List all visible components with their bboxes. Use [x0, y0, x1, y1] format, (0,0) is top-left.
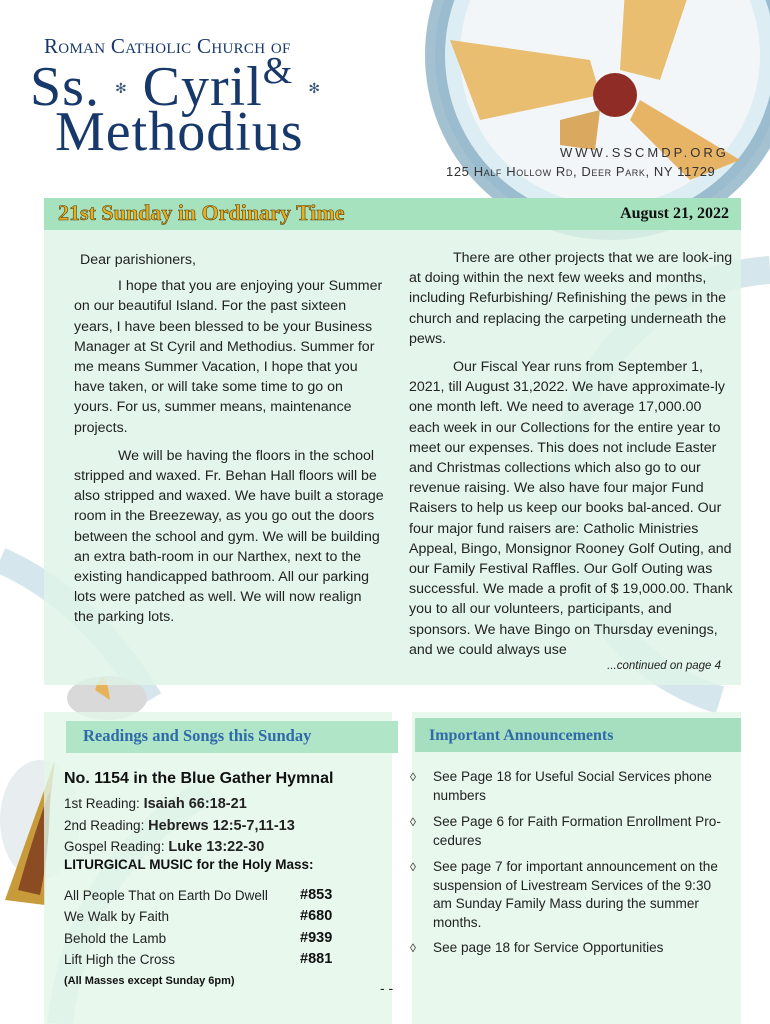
reading-reference: Hebrews 12:5-7,11-13 — [148, 818, 295, 834]
announcement-item: See Page 6 for Faith Formation Enrollment Pro-cedures — [433, 814, 721, 848]
song-number: #939 — [300, 930, 333, 946]
diamond-bullet-icon: ◊ — [410, 815, 416, 829]
letter-paragraph: I hope that you are enjoying your Summer on our beautiful Island. For the past sixteen years, I have been blessed to be your Business Manager at St Cyril and Methodius. Summer for me means Summer Vacation, I hope that you have taken, or will take some time to go on yours. For us, summer means, maintenance projects. — [74, 278, 383, 436]
song-number: #881 — [300, 951, 333, 967]
reading-label: 2nd Reading: — [64, 818, 145, 833]
website: WWW.SSCMDP.ORG — [560, 145, 729, 160]
decorative-dot-icon: ✻ — [308, 82, 322, 97]
reading-label: 1st Reading: — [64, 796, 140, 811]
letter-left-column — [74, 250, 384, 628]
page-title: 21st Sunday in Ordinary Time — [58, 200, 345, 225]
reading-line — [64, 818, 295, 834]
reading-line — [64, 796, 247, 812]
diamond-bullet-icon: ◊ — [410, 941, 416, 955]
ampersand: & — [262, 50, 294, 92]
page-number: - - — [380, 980, 394, 996]
announcement-item: See page 7 for important announcement on the suspension of Livestream Services of the 9:30 am Sunday Family Mass during the summer months. — [433, 859, 718, 930]
church-name-ss: Ss. — [30, 56, 100, 118]
reading-line — [64, 839, 264, 855]
diamond-bullet-icon: ◊ — [410, 770, 416, 784]
bulletin-date: August 21, 2022 — [620, 205, 729, 222]
announcement-item: See Page 18 for Useful Social Services phone numbers — [433, 769, 712, 803]
song-title: All People That on Earth Do Dwell — [64, 888, 268, 903]
readings-heading-box — [66, 721, 398, 753]
letter-paragraph: We will be having the floors in the school stripped and waxed. Fr. Behan Hall floors will be also stripped and waxed. We have built a storage room in the Breezeway, as you go out the doors between the school and gym. We will be building an extra bath-room in our Narthex, next to the existing handicapped bathroom. All our parking lots were patched as well. We will now realign the parking lots. — [74, 447, 384, 626]
song-title: We Walk by Faith — [64, 909, 170, 924]
song-title: Lift High the Cross — [64, 952, 176, 967]
hymnal-number: No. 1154 in the Blue Gather Hymnal — [64, 770, 334, 787]
church-name-cyril: Cyril — [142, 56, 263, 118]
diamond-bullet-icon: ◊ — [410, 860, 416, 874]
announcement-item: See page 18 for Service Opportunities — [433, 940, 664, 955]
continued-note: ...continued on page 4 — [607, 660, 721, 672]
song-number: #680 — [300, 908, 333, 924]
decorative-dot-icon: ✻ — [114, 82, 128, 97]
announcements-heading-box — [415, 718, 741, 752]
letter-paragraph: Our Fiscal Year runs from September 1, 2021, till August 31,2022. We have approximate-ly one month left. We need to average 17,000.00 each week in our Collections for the entire year to meet our expenses. This does not include Easter and Christmas collections which also go to our revenue raising. We also have four major Fund Raisers to help us keep our books bal-anced. Our four major fund raisers are: Catholic Ministries Appeal, Bingo, Monsignor Rooney Golf Outing, and our Family Festival Raffles. Our Golf Outing was successful. We made a profit of $ 19,000.00. Thank you to all our volunteers, participants, and sponsors. We have Bingo on Thursday evenings, and we could always use — [409, 359, 733, 658]
song-title: Behold the Lamb — [64, 931, 167, 946]
announcements-heading: Important Announcements — [429, 727, 614, 744]
readings-heading: Readings and Songs this Sunday — [83, 726, 312, 745]
liturgical-music-heading: LITURGICAL MUSIC for the Holy Mass: — [64, 857, 314, 872]
address: 125 Half Hollow Rd, Deer Park, NY 11729 — [446, 164, 716, 179]
letter-panel — [44, 230, 741, 685]
reading-reference: Luke 13:22-30 — [168, 839, 265, 855]
letter-paragraph: There are other projects that we are look-ing at doing within the next few weeks and months, including Refurbishing/ Refinishing the pews in the church and replacing the carpeting underneath the pews. — [409, 250, 733, 347]
letter-right-column — [409, 248, 735, 660]
church-name-line2: Methodius — [55, 101, 304, 163]
reading-reference: Isaiah 66:18-21 — [143, 796, 247, 812]
reading-label: Gospel Reading: — [64, 839, 165, 854]
title-banner — [44, 198, 741, 230]
church-pre-title: Roman Catholic Church of — [44, 34, 291, 58]
mass-note: (All Masses except Sunday 6pm) — [64, 975, 235, 987]
letter-greeting: Dear parishioners, — [80, 252, 196, 268]
song-number: #853 — [300, 887, 333, 903]
